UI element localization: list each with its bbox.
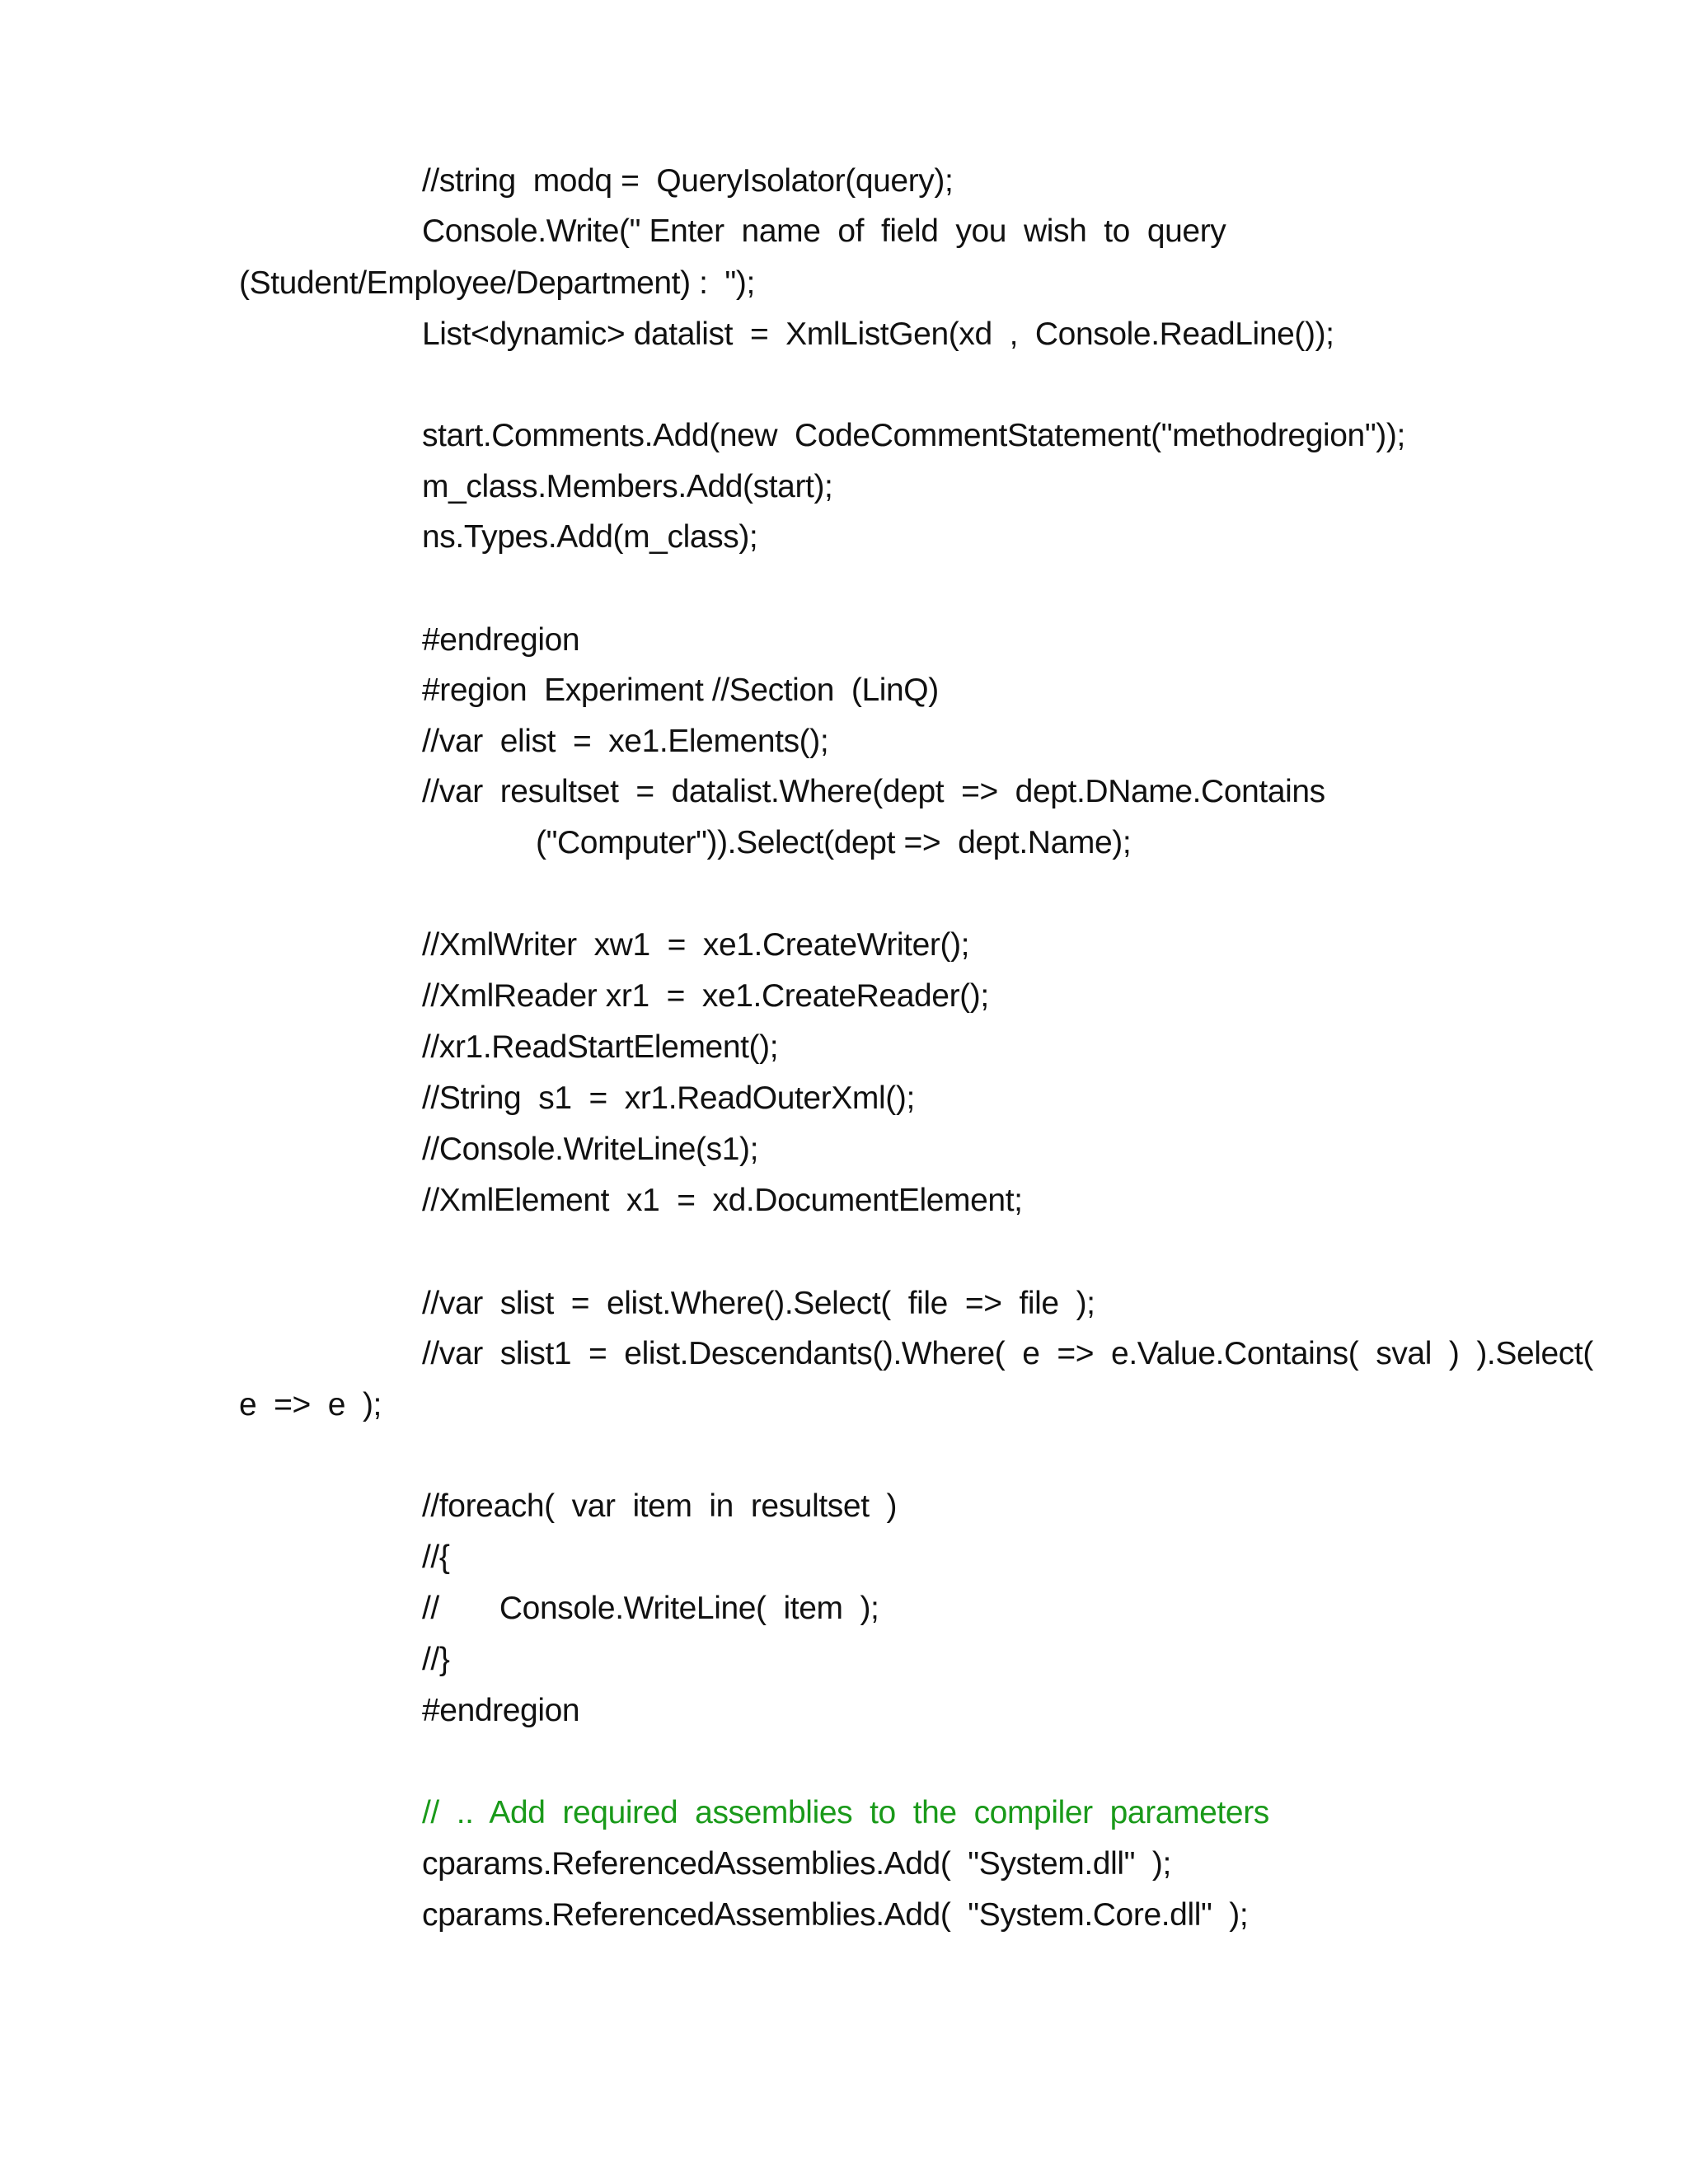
- code-line: //Console.WriteLine(s1);: [422, 1132, 759, 1167]
- code-line: #endregion: [422, 622, 580, 658]
- code-comment-line: // .. Add required assemblies to the compiler parameters: [422, 1795, 1269, 1830]
- code-line: //foreach( var item in resultset ): [422, 1488, 898, 1524]
- code-line: #endregion: [422, 1693, 580, 1728]
- code-line: //var elist = xe1.Elements();: [422, 724, 829, 759]
- code-line: //var slist = elist.Where().Select( file => file );: [422, 1286, 1095, 1321]
- code-line: //XmlElement x1 = xd.DocumentElement;: [422, 1183, 1023, 1218]
- code-line: //}: [422, 1642, 450, 1677]
- code-line: //XmlWriter xw1 = xe1.CreateWriter();: [422, 927, 970, 963]
- code-line: ("Computer")).Select(dept => dept.Name);: [536, 825, 1132, 860]
- code-line: (Student/Employee/Department) : ");: [239, 265, 755, 301]
- code-line: //var resultset = datalist.Where(dept => dept.DName.Contains: [422, 774, 1325, 809]
- code-line: //XmlReader xr1 = xe1.CreateReader();: [422, 978, 989, 1014]
- code-line: cparams.ReferencedAssemblies.Add( "System.Core.dll" );: [422, 1897, 1249, 1933]
- code-line: //var slist1 = elist.Descendants().Where( e => e.Value.Contains( sval ) ).Select(: [422, 1336, 1593, 1371]
- code-line: //string modq = QueryIsolator(query);: [422, 163, 954, 199]
- code-line: Console.Write(" Enter name of field you wish to query: [422, 213, 1226, 249]
- code-line: //String s1 = xr1.ReadOuterXml();: [422, 1080, 915, 1116]
- code-line: #region Experiment //Section (LinQ): [422, 673, 939, 708]
- code-line: // Console.WriteLine( item );: [422, 1591, 879, 1626]
- code-line: List<dynamic> datalist = XmlListGen(xd , Console.ReadLine());: [422, 316, 1334, 352]
- code-line: start.Comments.Add(new CodeCommentStatement("methodregion"));: [422, 418, 1405, 453]
- code-line: //xr1.ReadStartElement();: [422, 1029, 779, 1065]
- code-line: m_class.Members.Add(start);: [422, 469, 833, 504]
- code-line: cparams.ReferencedAssemblies.Add( "System.dll" );: [422, 1846, 1171, 1882]
- code-line: //{: [422, 1540, 450, 1575]
- code-line: ns.Types.Add(m_class);: [422, 519, 758, 555]
- code-line: e => e );: [239, 1387, 382, 1422]
